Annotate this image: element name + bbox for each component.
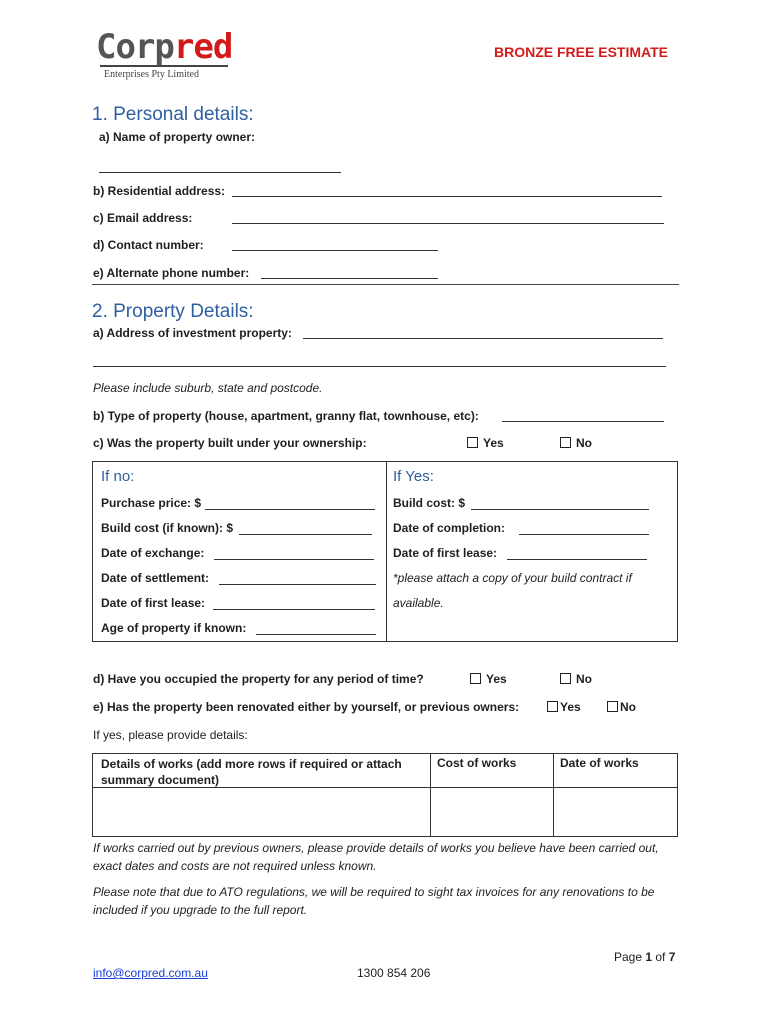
checkbox-icon	[560, 673, 571, 684]
estimate-title: BRONZE FREE ESTIMATE	[494, 44, 668, 60]
property-type-field[interactable]	[502, 421, 664, 422]
completion-date-field[interactable]	[519, 534, 649, 535]
yes-build-cost-label: Build cost: $	[393, 496, 466, 510]
residential-label: b) Residential address:	[93, 184, 226, 198]
investment-address-field-2[interactable]	[93, 366, 666, 367]
works-header-date: Date of works	[560, 756, 639, 770]
exchange-label: Date of exchange:	[101, 546, 205, 560]
investment-address-field[interactable]	[303, 338, 663, 339]
yes-build-cost-field[interactable]	[471, 509, 649, 510]
occupied-no-option[interactable]	[560, 672, 592, 686]
occupied-yes-label: Yes	[486, 672, 507, 686]
owner-name-field[interactable]	[99, 172, 341, 173]
suburb-note: Please include suburb, state and postcode.	[93, 381, 323, 395]
works-header-details: Details of works (add more rows if required or attach summary document)	[101, 757, 402, 787]
section1-title: 1. Personal details:	[92, 104, 254, 125]
details-prompt: If yes, please provide details:	[93, 728, 248, 742]
build-cost-field[interactable]	[239, 534, 372, 535]
checkbox-icon	[470, 673, 481, 684]
type-label: b) Type of property (house, apartment, granny flat, townhouse, etc):	[93, 409, 479, 423]
page-total: 7	[668, 950, 676, 964]
table-divider	[386, 462, 387, 641]
checkbox-icon	[560, 437, 571, 448]
investment-label: a) Address of investment property:	[93, 326, 292, 340]
renovated-yes-label: Yes	[560, 700, 581, 714]
occupied-no-label: No	[576, 672, 592, 686]
renovated-no-label: No	[620, 700, 636, 714]
renovated-yes-option[interactable]	[547, 700, 581, 714]
attach-note-1: *please attach a copy of your build contract if	[393, 571, 632, 585]
built-label: c) Was the property built under your ownership:	[93, 436, 367, 450]
page-indicator	[614, 950, 675, 964]
checkbox-icon	[607, 701, 618, 712]
page-mid: of	[652, 950, 669, 964]
yes-first-lease-field[interactable]	[507, 559, 647, 560]
built-yes-option[interactable]	[467, 436, 504, 450]
completion-label: Date of completion:	[393, 521, 506, 535]
first-lease-field[interactable]	[213, 609, 375, 610]
corpred-logo	[96, 27, 236, 86]
logo-brand-a: Corp	[96, 27, 174, 67]
section2-title: 2. Property Details:	[92, 301, 254, 322]
email-label: c) Email address:	[93, 211, 193, 225]
residential-address-field[interactable]	[232, 196, 662, 197]
email-field[interactable]	[232, 223, 664, 224]
attach-note-2: available.	[393, 596, 444, 610]
purchase-label: Purchase price: $	[101, 496, 202, 510]
checkbox-icon	[547, 701, 558, 712]
works-date-cell[interactable]	[556, 790, 674, 834]
section-divider	[92, 284, 679, 285]
age-label: Age of property if known:	[101, 621, 247, 635]
yes-first-lease-label: Date of first lease:	[393, 546, 498, 560]
renovated-label: e) Has the property been renovated either by yourself, or previous owners:	[93, 700, 520, 714]
purchase-price-field[interactable]	[205, 509, 375, 510]
alt-phone-field[interactable]	[261, 278, 438, 279]
page-current: 1	[645, 950, 653, 964]
ownership-table	[92, 461, 678, 642]
settlement-date-field[interactable]	[219, 584, 376, 585]
works-header-cost: Cost of works	[437, 756, 517, 770]
works-table	[92, 753, 678, 837]
if-no-heading: If no:	[101, 468, 135, 485]
works-details-cell[interactable]	[95, 790, 427, 834]
owner-label: a) Name of property owner:	[99, 130, 256, 144]
built-no-label: No	[576, 436, 592, 450]
previous-owners-note: If works carried out by previous owners, please provide details of works you believe have been carried out, exact dates and costs are not required unless known.	[93, 841, 659, 873]
contact-number-field[interactable]	[232, 250, 438, 251]
ato-note: Please note that due to ATO regulations, we will be required to sight tax invoices for any renovations to be included if you upgrade to the full report.	[93, 885, 655, 917]
page-prefix: Page	[614, 950, 646, 964]
renovated-no-option[interactable]	[607, 700, 636, 714]
footer-email-link[interactable]: info@corpred.com.au	[93, 966, 208, 980]
built-yes-label: Yes	[483, 436, 504, 450]
footer-phone: 1300 854 206	[357, 966, 431, 980]
logo-brand-b: red	[173, 27, 233, 67]
contact-label: d) Contact number:	[93, 238, 204, 252]
first-lease-label: Date of first lease:	[101, 596, 206, 610]
build-cost-label: Build cost (if known): $	[101, 521, 233, 535]
age-field[interactable]	[256, 634, 376, 635]
built-no-option[interactable]	[560, 436, 592, 450]
works-cost-cell[interactable]	[433, 790, 550, 834]
logo-subtitle: Enterprises Pty Limited	[104, 69, 199, 80]
occupied-yes-option[interactable]	[470, 672, 507, 686]
occupied-label: d) Have you occupied the property for any period of time?	[93, 672, 424, 686]
checkbox-icon	[467, 437, 478, 448]
if-yes-heading: If Yes:	[393, 468, 434, 485]
alt-phone-label: e) Alternate phone number:	[93, 266, 250, 280]
exchange-date-field[interactable]	[214, 559, 374, 560]
settlement-label: Date of settlement:	[101, 571, 210, 585]
